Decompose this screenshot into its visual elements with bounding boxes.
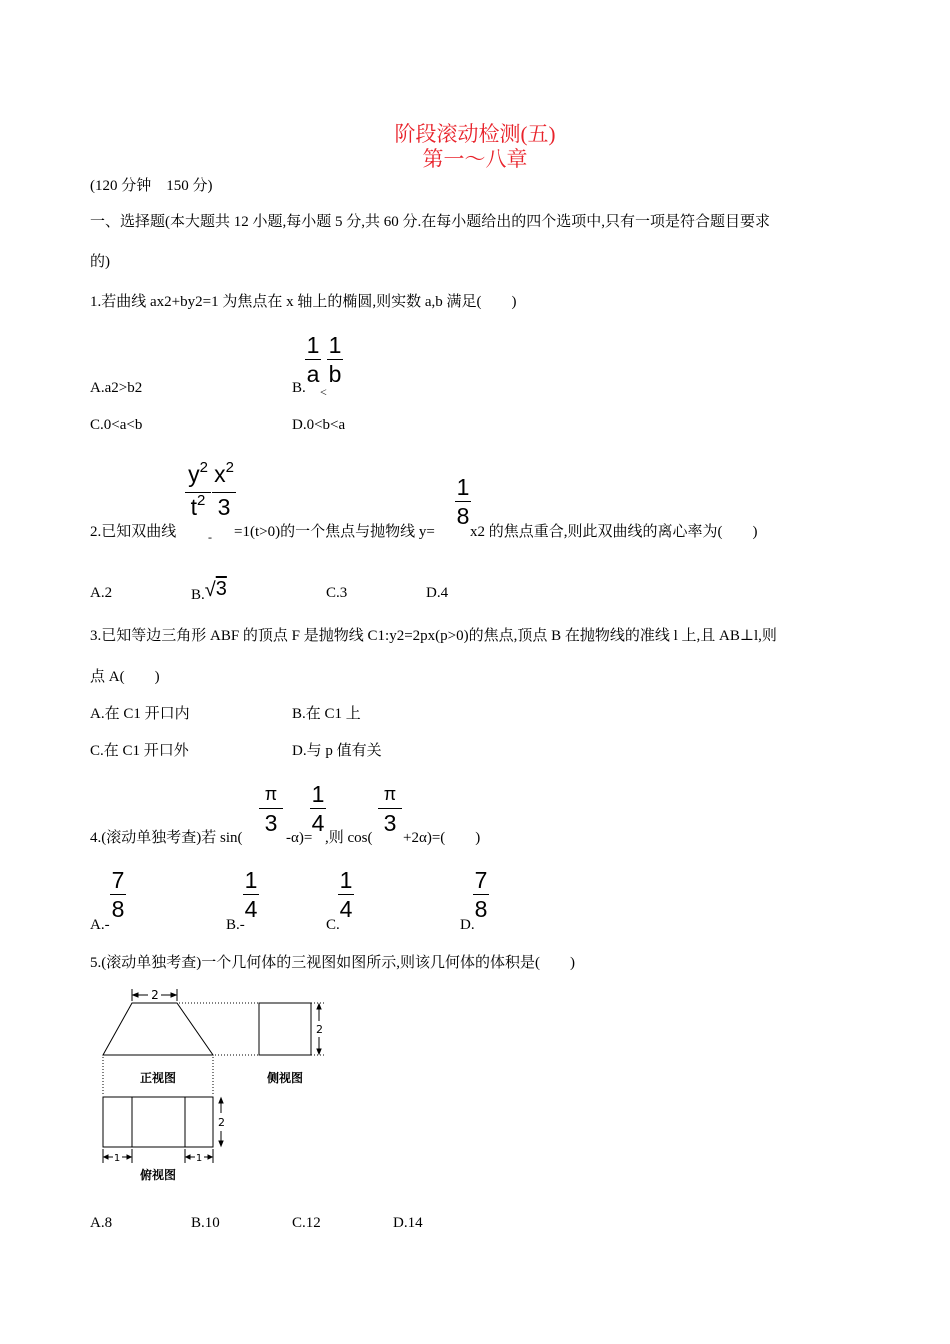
q4-option-b-fraction [243, 868, 259, 921]
q4-option-d-prefix: D. [460, 917, 475, 933]
q1-option-b-relation: < [320, 385, 327, 399]
numerator: 1 [456, 474, 470, 500]
q4-option-b-prefix: B.- [226, 917, 245, 933]
q5-option-c: C.12 [292, 1215, 321, 1231]
q2-option-d: D.4 [426, 585, 449, 601]
q3-stem-line1: 3.已知等边三角形 ABF 的顶点 F 是抛物线 C1:y2=2px(p>0)的焦点,顶点 B 在抛物线的准线 l 上,且 AB⊥l,则 [90, 628, 777, 644]
q2-stem-part1: 2.已知双曲线 [90, 524, 177, 540]
q2-fraction-3 [455, 475, 471, 528]
numerator: 1 [311, 781, 325, 807]
q2-stem-part2: =1(t>0)的一个焦点与抛物线 y= [234, 524, 435, 540]
q2-option-c: C.3 [326, 585, 348, 601]
numerator: 1 [244, 867, 258, 893]
front-view-label: 正视图 [139, 1071, 177, 1085]
q1-option-b-prefix: B. [292, 380, 306, 396]
denominator: 3 [217, 494, 231, 520]
q3-stem-line2: 点 A( ) [90, 669, 160, 685]
numerator: 7 [111, 867, 125, 893]
q4-fraction-3 [378, 782, 402, 835]
page-title: 阶段滚动检测(五) [394, 122, 556, 146]
q4-option-a-prefix: A.- [90, 917, 110, 933]
denominator: b [328, 361, 342, 387]
q2-stem-part3: x2 的焦点重合,则此双曲线的离心率为( ) [470, 524, 758, 540]
section-heading-line1: 一、选择题(本大题共 12 小题,每小题 5 分,共 60 分.在每小题给出的四个选项中,只有一项是符合题目要求 [90, 214, 770, 230]
q3-option-a: A.在 C1 开口内 [90, 706, 190, 722]
q3-option-d: D.与 p 值有关 [292, 743, 382, 759]
numerator: 7 [474, 867, 488, 893]
dim-top-width: 2 [151, 988, 159, 1002]
dim-right-seg: 1 [195, 1153, 203, 1164]
dim-top-view-height: 2 [218, 1116, 225, 1129]
numerator: π [383, 784, 397, 804]
top-view-label: 俯视图 [139, 1168, 177, 1182]
denominator: a [306, 361, 320, 387]
q5-option-d: D.14 [393, 1215, 423, 1231]
q2-fraction-2 [212, 459, 236, 520]
q5-option-a: A.8 [90, 1215, 113, 1231]
q1-option-d: D.0<b<a [292, 417, 346, 433]
denominator: 3 [264, 810, 278, 836]
denominator: 4 [339, 896, 353, 922]
denominator: 8 [474, 896, 488, 922]
denominator: 4 [311, 810, 325, 836]
numerator: π [264, 784, 278, 804]
numerator: 1 [328, 332, 342, 358]
numerator: 1 [306, 332, 320, 358]
denominator: 8 [111, 896, 125, 922]
q2-minus: - [208, 530, 212, 544]
section-heading-line2: 的) [90, 254, 110, 270]
side-view-shape [259, 1003, 311, 1055]
q4-option-a-fraction [110, 868, 126, 921]
side-view-label: 侧视图 [266, 1071, 304, 1085]
q4-option-d-fraction [473, 868, 489, 921]
denominator: $t^2$ [190, 492, 206, 520]
denominator: 4 [244, 896, 258, 922]
q4-fraction-2 [310, 782, 326, 835]
page-subtitle: 第一～八章 [422, 147, 528, 171]
numerator: $y^2$ [188, 459, 208, 487]
q2-fraction-1 [185, 459, 211, 523]
sqrt-icon: √ [204, 579, 216, 601]
denominator: 3 [383, 810, 397, 836]
q2-option-b: B.√3 [191, 578, 227, 603]
q2-option-a: A.2 [90, 585, 113, 601]
dim-left-seg: 1 [113, 1153, 121, 1164]
dim-side-height: 2 [316, 1023, 323, 1036]
q4-option-c-fraction [338, 868, 354, 921]
q1-option-b-fraction-2 [327, 333, 343, 386]
numerator: 1 [339, 867, 353, 893]
q3-option-c: C.在 C1 开口外 [90, 743, 189, 759]
q4-stem-part3: ,则 cos( [325, 830, 373, 846]
time-score: (120 分钟 150 分) [90, 178, 213, 194]
q4-stem-part1: 4.(滚动单独考查)若 sin( [90, 830, 243, 846]
three-view-figure [95, 985, 345, 1185]
q4-option-c-prefix: C. [326, 917, 340, 933]
q4-stem-part2: -α)= [286, 830, 313, 846]
numerator: $x^2$ [214, 459, 234, 487]
q4-fraction-1 [259, 782, 283, 835]
q4-stem-part4: +2α)=( ) [403, 830, 481, 846]
q1-option-c: C.0<a<b [90, 417, 143, 433]
q5-option-b: B.10 [191, 1215, 220, 1231]
q1-stem: 1.若曲线 ax2+by2=1 为焦点在 x 轴上的椭圆,则实数 a,b 满足( ) [90, 294, 517, 310]
q1-option-b-fraction-1 [305, 333, 321, 386]
denominator: 8 [456, 503, 470, 529]
front-view-shape [103, 1003, 213, 1055]
top-view-shape [103, 1097, 213, 1147]
q3-option-b: B.在 C1 上 [292, 706, 361, 722]
q1-option-a: A.a2>b2 [90, 380, 143, 396]
q5-stem: 5.(滚动单独考查)一个几何体的三视图如图所示,则该几何体的体积是( ) [90, 955, 575, 971]
